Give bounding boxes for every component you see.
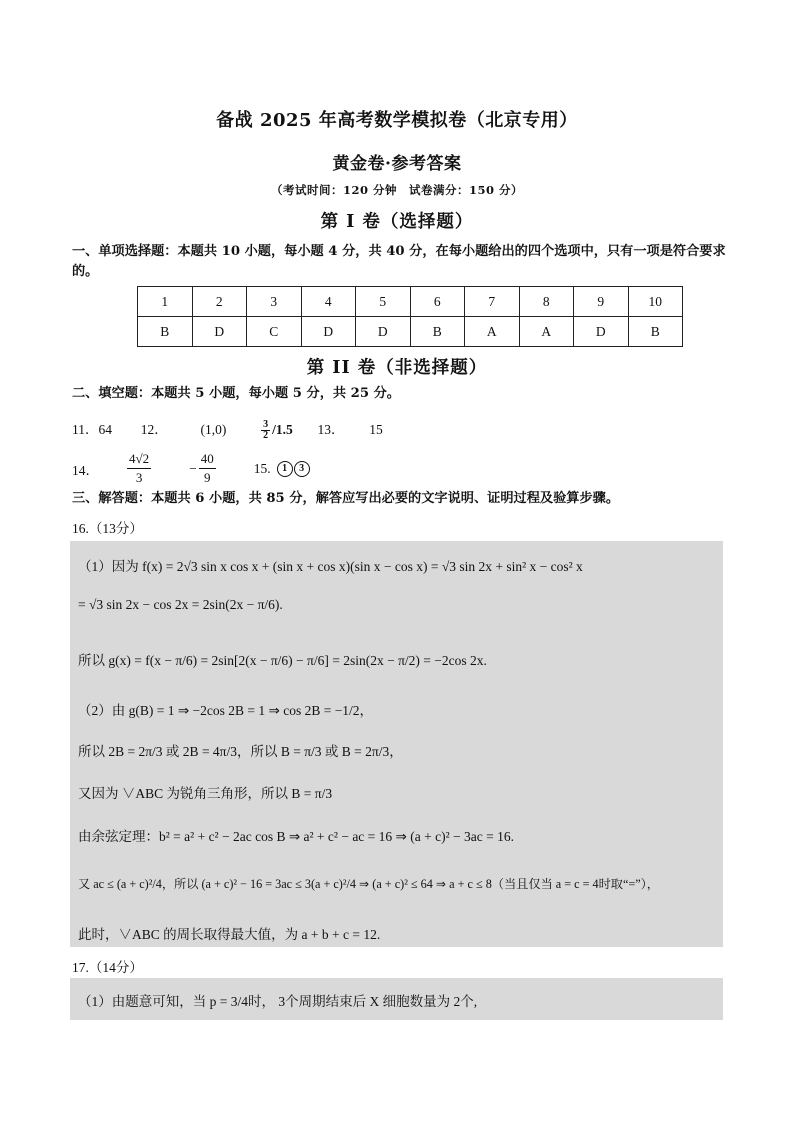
- q12-answer-2-fraction: [261, 420, 270, 441]
- q12-answer-2-denominator: 2: [263, 430, 269, 442]
- minus-sign: −: [189, 460, 197, 476]
- answer-table-cell: 2: [192, 287, 247, 317]
- q16-line-8: 又 ac ≤ (a + c)²/4，所以 (a + c)² − 16 = 3ac ≤ 3(a + c)²/4 ⇒ (a + c)² ≤ 64 ⇒ a + c ≤ 8（当且仅当 a = c = 4时取“=”），: [78, 877, 659, 891]
- exam-meta: （考试时间：120 分钟 试卷满分：150 分）: [270, 183, 523, 197]
- answer-table-cell: D: [192, 317, 247, 347]
- q11-answer: 11．64: [72, 422, 112, 437]
- answer-table-cell: D: [301, 317, 356, 347]
- q16-line-7: 由余弦定理：b² = a² + c² − 2ac cos B ⇒ a² + c² − ac = 16 ⇒ (a + c)² − 3ac = 16.: [78, 829, 514, 844]
- circled-number-icon: 1: [277, 461, 293, 477]
- q17-label: 17.（14分）: [72, 960, 143, 975]
- answer-table-cell: 5: [356, 287, 411, 317]
- q16-line-1: （1）因为 f(x) = 2√3 sin x cos x + (sin x + cos x)(sin x − cos x) = √3 sin 2x + sin² x − cos² x: [78, 559, 583, 574]
- solve-instructions: 三、解答题：本题共 6 小题，共 85 分，解答应写出必要的文字说明、证明过程及验算步骤。: [72, 491, 620, 506]
- q16-line-5: 所以 2B = 2π/3 或 2B = 4π/3，所以 B = π/3 或 B = 2π/3，: [78, 744, 403, 759]
- q14-answer-2-numerator: 40: [199, 450, 216, 469]
- q14-answer-1-fraction: [127, 450, 151, 487]
- answer-table-cell: 3: [247, 287, 302, 317]
- q13-label: 13．: [317, 422, 345, 437]
- circled-number-icon: 3: [294, 461, 310, 477]
- q16-line-2: = √3 sin 2x − cos 2x = 2sin(2x − π/6).: [78, 597, 283, 612]
- q16-line-3: 所以 g(x) = f(x − π/6) = 2sin[2(x − π/6) − π/6] = 2sin(2x − π/2) = −2cos 2x.: [78, 653, 487, 668]
- document-subtitle: 黄金卷·参考答案: [332, 154, 462, 174]
- section-1-instructions: 一、单项选择题：本题共 10 小题，每小题 4 分，共 40 分，在每小题给出的四个选项中，只有一项是符合要求的。: [72, 244, 726, 279]
- q12-answer-2-numerator: 3: [263, 419, 269, 431]
- q16-solution-block: [70, 541, 723, 947]
- answer-table-cell: C: [247, 317, 302, 347]
- q15-label: 15.: [253, 460, 271, 476]
- answer-table-cell: 8: [519, 287, 574, 317]
- answer-table-number-row: [138, 287, 683, 317]
- answer-table-cell: D: [574, 317, 629, 347]
- answer-table: [137, 286, 683, 347]
- section-1-heading: 第 I 卷（选择题）: [320, 212, 474, 232]
- q12-answer-2-alt: /1.5: [272, 422, 293, 437]
- section-2-heading: 第 II 卷（非选择题）: [306, 358, 488, 378]
- q13-answer: 15: [369, 422, 383, 437]
- fill-answers-row-2: [72, 450, 311, 487]
- q14-label: 14．: [72, 462, 99, 478]
- fill-instructions: 二、填空题：本题共 5 小题，每小题 5 分，共 25 分。: [72, 386, 400, 401]
- answer-table-cell: 10: [628, 287, 683, 317]
- q14-answer-2-fraction: [199, 450, 216, 487]
- q14-answer-1-denominator: 3: [135, 470, 143, 485]
- q14-answer-1-numerator: 4√2: [127, 450, 151, 469]
- answer-table-cell: 9: [574, 287, 629, 317]
- answer-table-cell: B: [628, 317, 683, 347]
- q17-solution-block: [70, 978, 723, 1020]
- answer-table-cell: 6: [410, 287, 465, 317]
- answer-table-cell: 1: [138, 287, 193, 317]
- q12-answer-1: (1,0): [200, 422, 227, 437]
- q16-line-4: （2）由 g(B) = 1 ⇒ −2cos 2B = 1 ⇒ cos 2B = −1/2，: [78, 703, 374, 718]
- q16-label: 16.（13分）: [72, 521, 143, 536]
- document-title: 备战 2025 年高考数学模拟卷（北京专用）: [216, 110, 578, 131]
- q14-answer-2-denominator: 9: [204, 470, 211, 485]
- fill-answers-row-1: [72, 418, 383, 441]
- answer-table-cell: B: [138, 317, 193, 347]
- q16-line-9: 此时，∨ABC 的周长取得最大值，为 a + b + c = 12.: [78, 927, 381, 942]
- answer-table-cell: A: [519, 317, 574, 347]
- answer-table-cell: 4: [301, 287, 356, 317]
- q16-line-6: 又因为 ∨ABC 为锐角三角形，所以 B = π/3: [78, 786, 333, 801]
- answer-table-cell: A: [465, 317, 520, 347]
- answer-table-cell: D: [356, 317, 411, 347]
- answer-table-answer-row: [138, 317, 683, 347]
- q17-line-1: （1）由题意可知，当 p = 3/4时， 3个周期结束后 X 细胞数量为 2个,: [78, 994, 478, 1009]
- q12-label: 12．: [140, 422, 168, 437]
- answer-table-cell: 7: [465, 287, 520, 317]
- answer-table-cell: B: [410, 317, 465, 347]
